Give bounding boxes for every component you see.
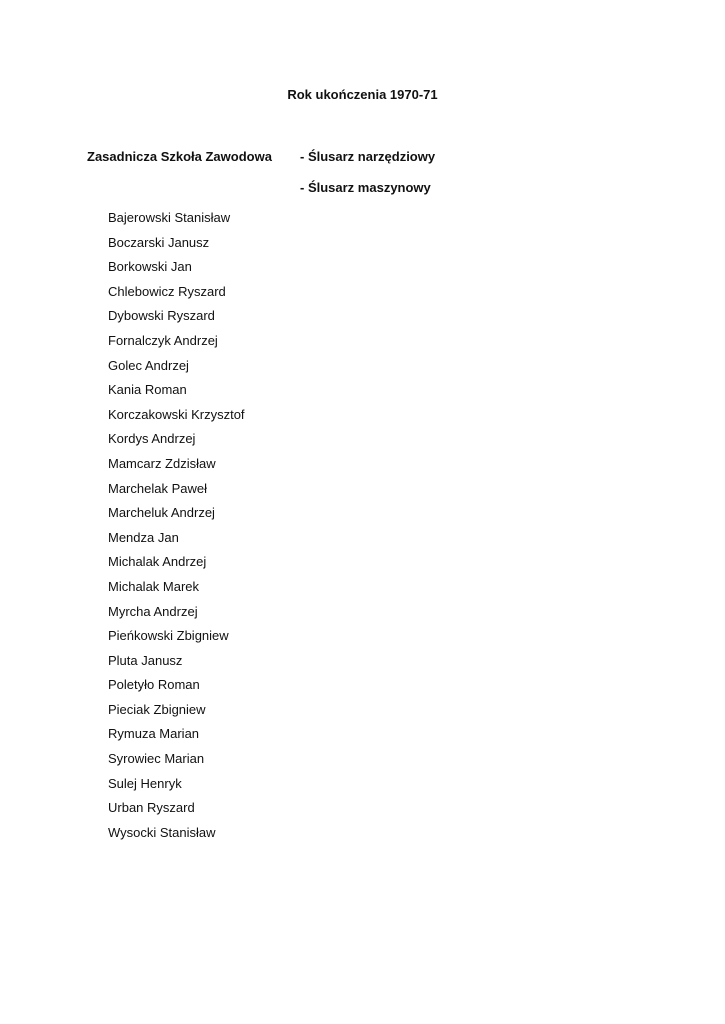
list-item: Marchelak Paweł — [108, 480, 207, 496]
list-item: Poletyło Roman — [108, 677, 200, 693]
list-item: Sulej Henryk — [108, 775, 182, 791]
list-item: Boczarski Janusz — [108, 234, 210, 250]
school-name: Zasadnicza Szkoła Zawodowa — [87, 149, 272, 164]
list-item: Korczakowski Krzysztof — [108, 406, 245, 422]
list-item: Syrowiec Marian — [108, 751, 205, 767]
list-item: Pieńkowski Zbigniew — [108, 628, 229, 644]
specialization-item: - Ślusarz narzędziowy — [300, 149, 436, 164]
list-item: Kania Roman — [108, 382, 187, 398]
list-item: Kordys Andrzej — [108, 431, 196, 447]
graduates-list — [108, 209, 245, 848]
list-item: Chlebowicz Ryszard — [108, 283, 226, 299]
list-item: Mamcarz Zdzisław — [108, 455, 216, 471]
specializations-list — [300, 148, 435, 210]
page-title-text: Rok ukończenia 1970-71 — [287, 87, 438, 102]
specialization-item: - Ślusarz maszynowy — [300, 180, 431, 195]
list-item: Fornalczyk Andrzej — [108, 332, 218, 348]
list-item: Urban Ryszard — [108, 800, 195, 816]
list-item: Wysocki Stanisław — [108, 824, 216, 840]
list-item: Michalak Andrzej — [108, 554, 207, 570]
page-title — [0, 86, 725, 104]
list-item: Borkowski Jan — [108, 259, 192, 275]
list-item: Michalak Marek — [108, 578, 200, 594]
list-item: Pieciak Zbigniew — [108, 701, 206, 717]
list-item: Pluta Janusz — [108, 652, 183, 668]
list-item: Myrcha Andrzej — [108, 603, 198, 619]
list-item: Mendza Jan — [108, 529, 179, 545]
list-item: Marcheluk Andrzej — [108, 505, 215, 521]
list-item: Golec Andrzej — [108, 357, 189, 373]
list-item: Dybowski Ryszard — [108, 308, 215, 324]
list-item: Rymuza Marian — [108, 726, 200, 742]
list-item: Bajerowski Stanisław — [108, 210, 231, 225]
